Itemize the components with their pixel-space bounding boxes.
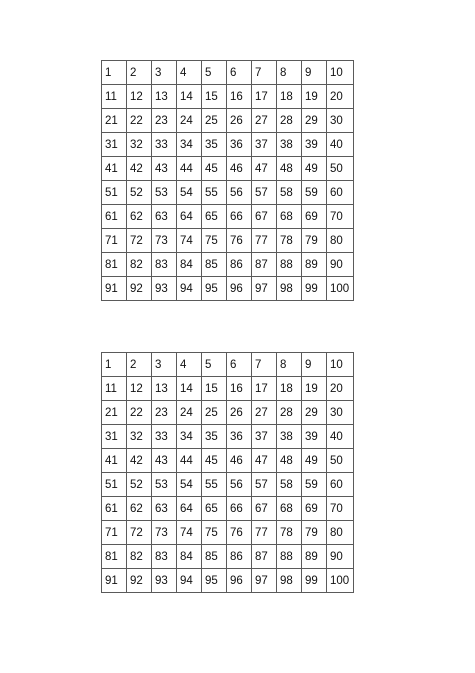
number-cell: 80 — [327, 229, 354, 253]
number-cell: 84 — [177, 253, 202, 277]
chart-row — [102, 401, 354, 425]
chart-row — [102, 181, 354, 205]
number-cell: 83 — [152, 253, 177, 277]
number-cell: 77 — [252, 521, 277, 545]
number-cell: 90 — [327, 253, 354, 277]
number-cell: 76 — [227, 229, 252, 253]
number-cell: 63 — [152, 497, 177, 521]
number-cell: 88 — [277, 545, 302, 569]
number-cell: 71 — [102, 229, 127, 253]
number-cell: 1 — [102, 353, 127, 377]
number-cell: 12 — [127, 85, 152, 109]
number-cell: 6 — [227, 353, 252, 377]
chart-row — [102, 85, 354, 109]
number-cell: 100 — [327, 569, 354, 593]
number-cell: 42 — [127, 157, 152, 181]
number-cell: 60 — [327, 473, 354, 497]
number-cell: 97 — [252, 277, 277, 301]
number-cell: 35 — [202, 425, 227, 449]
number-cell: 17 — [252, 85, 277, 109]
number-cell: 89 — [302, 545, 327, 569]
number-cell: 57 — [252, 181, 277, 205]
number-cell: 32 — [127, 425, 152, 449]
chart-row — [102, 109, 354, 133]
number-cell: 1 — [102, 61, 127, 85]
number-cell: 2 — [127, 61, 152, 85]
number-cell: 52 — [127, 473, 152, 497]
number-cell: 77 — [252, 229, 277, 253]
number-cell: 36 — [227, 133, 252, 157]
chart-row — [102, 277, 354, 301]
number-cell: 83 — [152, 545, 177, 569]
chart-row — [102, 353, 354, 377]
number-cell: 99 — [302, 277, 327, 301]
number-cell: 86 — [227, 545, 252, 569]
hundred-chart-body — [102, 353, 354, 593]
number-cell: 66 — [227, 205, 252, 229]
number-cell: 61 — [102, 497, 127, 521]
number-cell: 58 — [277, 181, 302, 205]
number-cell: 79 — [302, 229, 327, 253]
number-cell: 97 — [252, 569, 277, 593]
number-cell: 52 — [127, 181, 152, 205]
number-cell: 18 — [277, 85, 302, 109]
number-cell: 5 — [202, 353, 227, 377]
number-cell: 13 — [152, 85, 177, 109]
number-cell: 96 — [227, 277, 252, 301]
number-cell: 79 — [302, 521, 327, 545]
chart-row — [102, 521, 354, 545]
number-cell: 66 — [227, 497, 252, 521]
number-cell: 69 — [302, 205, 327, 229]
number-cell: 76 — [227, 521, 252, 545]
number-cell: 8 — [277, 61, 302, 85]
number-cell: 45 — [202, 157, 227, 181]
number-cell: 67 — [252, 497, 277, 521]
number-cell: 98 — [277, 277, 302, 301]
number-cell: 8 — [277, 353, 302, 377]
number-cell: 26 — [227, 401, 252, 425]
number-cell: 54 — [177, 473, 202, 497]
number-cell: 54 — [177, 181, 202, 205]
number-cell: 70 — [327, 497, 354, 521]
number-cell: 47 — [252, 157, 277, 181]
number-cell: 95 — [202, 569, 227, 593]
number-cell: 55 — [202, 473, 227, 497]
number-cell: 23 — [152, 109, 177, 133]
number-cell: 14 — [177, 85, 202, 109]
number-cell: 20 — [327, 377, 354, 401]
number-cell: 15 — [202, 85, 227, 109]
number-cell: 26 — [227, 109, 252, 133]
number-cell: 48 — [277, 157, 302, 181]
number-cell: 70 — [327, 205, 354, 229]
number-cell: 11 — [102, 377, 127, 401]
number-cell: 10 — [327, 61, 354, 85]
number-cell: 42 — [127, 449, 152, 473]
number-cell: 27 — [252, 401, 277, 425]
chart-row — [102, 473, 354, 497]
number-cell: 74 — [177, 521, 202, 545]
number-cell: 63 — [152, 205, 177, 229]
number-cell: 55 — [202, 181, 227, 205]
number-cell: 48 — [277, 449, 302, 473]
number-cell: 62 — [127, 497, 152, 521]
number-cell: 65 — [202, 205, 227, 229]
number-cell: 53 — [152, 181, 177, 205]
number-cell: 34 — [177, 425, 202, 449]
number-cell: 5 — [202, 61, 227, 85]
chart-row — [102, 253, 354, 277]
number-cell: 99 — [302, 569, 327, 593]
number-cell: 89 — [302, 253, 327, 277]
number-cell: 19 — [302, 85, 327, 109]
number-cell: 75 — [202, 229, 227, 253]
number-cell: 78 — [277, 521, 302, 545]
number-cell: 31 — [102, 133, 127, 157]
number-cell: 93 — [152, 277, 177, 301]
number-cell: 21 — [102, 109, 127, 133]
number-cell: 59 — [302, 473, 327, 497]
number-cell: 71 — [102, 521, 127, 545]
number-cell: 39 — [302, 425, 327, 449]
number-cell: 82 — [127, 253, 152, 277]
number-cell: 34 — [177, 133, 202, 157]
number-cell: 37 — [252, 425, 277, 449]
number-cell: 39 — [302, 133, 327, 157]
number-cell: 100 — [327, 277, 354, 301]
number-cell: 9 — [302, 353, 327, 377]
number-cell: 96 — [227, 569, 252, 593]
number-cell: 16 — [227, 377, 252, 401]
number-cell: 75 — [202, 521, 227, 545]
number-cell: 56 — [227, 473, 252, 497]
number-cell: 46 — [227, 449, 252, 473]
number-cell: 19 — [302, 377, 327, 401]
chart-row — [102, 449, 354, 473]
chart-row — [102, 569, 354, 593]
number-cell: 49 — [302, 449, 327, 473]
number-cell: 56 — [227, 181, 252, 205]
number-cell: 86 — [227, 253, 252, 277]
number-cell: 17 — [252, 377, 277, 401]
number-cell: 9 — [302, 61, 327, 85]
number-cell: 98 — [277, 569, 302, 593]
number-cell: 74 — [177, 229, 202, 253]
number-cell: 22 — [127, 401, 152, 425]
number-cell: 28 — [277, 109, 302, 133]
number-cell: 36 — [227, 425, 252, 449]
number-cell: 94 — [177, 569, 202, 593]
number-cell: 37 — [252, 133, 277, 157]
number-cell: 88 — [277, 253, 302, 277]
number-cell: 25 — [202, 401, 227, 425]
number-cell: 72 — [127, 229, 152, 253]
number-cell: 82 — [127, 545, 152, 569]
number-cell: 16 — [227, 85, 252, 109]
number-cell: 3 — [152, 353, 177, 377]
number-cell: 92 — [127, 277, 152, 301]
chart-row — [102, 205, 354, 229]
number-cell: 33 — [152, 425, 177, 449]
number-cell: 60 — [327, 181, 354, 205]
number-cell: 12 — [127, 377, 152, 401]
number-cell: 20 — [327, 85, 354, 109]
number-cell: 50 — [327, 449, 354, 473]
number-cell: 43 — [152, 449, 177, 473]
number-cell: 24 — [177, 401, 202, 425]
number-cell: 91 — [102, 569, 127, 593]
number-cell: 58 — [277, 473, 302, 497]
number-cell: 81 — [102, 545, 127, 569]
number-cell: 38 — [277, 133, 302, 157]
number-cell: 30 — [327, 401, 354, 425]
number-cell: 92 — [127, 569, 152, 593]
number-cell: 21 — [102, 401, 127, 425]
chart-row — [102, 157, 354, 181]
hundred-chart-body — [102, 61, 354, 301]
number-cell: 49 — [302, 157, 327, 181]
number-cell: 80 — [327, 521, 354, 545]
number-cell: 29 — [302, 401, 327, 425]
number-cell: 7 — [252, 353, 277, 377]
number-cell: 15 — [202, 377, 227, 401]
number-cell: 94 — [177, 277, 202, 301]
chart-row — [102, 497, 354, 521]
number-cell: 22 — [127, 109, 152, 133]
number-cell: 4 — [177, 353, 202, 377]
number-cell: 50 — [327, 157, 354, 181]
number-cell: 32 — [127, 133, 152, 157]
number-cell: 33 — [152, 133, 177, 157]
number-cell: 87 — [252, 545, 277, 569]
number-cell: 73 — [152, 521, 177, 545]
number-cell: 31 — [102, 425, 127, 449]
chart-row — [102, 425, 354, 449]
number-cell: 93 — [152, 569, 177, 593]
number-cell: 47 — [252, 449, 277, 473]
number-cell: 90 — [327, 545, 354, 569]
number-cell: 4 — [177, 61, 202, 85]
number-cell: 78 — [277, 229, 302, 253]
number-cell: 62 — [127, 205, 152, 229]
number-cell: 23 — [152, 401, 177, 425]
number-cell: 91 — [102, 277, 127, 301]
chart-row — [102, 133, 354, 157]
number-cell: 72 — [127, 521, 152, 545]
number-cell: 51 — [102, 473, 127, 497]
number-cell: 65 — [202, 497, 227, 521]
number-cell: 68 — [277, 205, 302, 229]
chart-row — [102, 545, 354, 569]
number-cell: 41 — [102, 157, 127, 181]
number-cell: 43 — [152, 157, 177, 181]
number-cell: 68 — [277, 497, 302, 521]
number-cell: 64 — [177, 205, 202, 229]
number-cell: 61 — [102, 205, 127, 229]
number-cell: 3 — [152, 61, 177, 85]
number-cell: 14 — [177, 377, 202, 401]
number-cell: 44 — [177, 449, 202, 473]
number-cell: 6 — [227, 61, 252, 85]
number-cell: 64 — [177, 497, 202, 521]
number-cell: 27 — [252, 109, 277, 133]
number-cell: 51 — [102, 181, 127, 205]
number-cell: 2 — [127, 353, 152, 377]
number-cell: 35 — [202, 133, 227, 157]
number-cell: 29 — [302, 109, 327, 133]
number-cell: 28 — [277, 401, 302, 425]
number-cell: 81 — [102, 253, 127, 277]
chart-row — [102, 229, 354, 253]
number-cell: 84 — [177, 545, 202, 569]
number-cell: 46 — [227, 157, 252, 181]
number-cell: 18 — [277, 377, 302, 401]
number-cell: 30 — [327, 109, 354, 133]
number-cell: 7 — [252, 61, 277, 85]
number-cell: 38 — [277, 425, 302, 449]
number-cell: 40 — [327, 425, 354, 449]
number-cell: 85 — [202, 253, 227, 277]
hundred-chart-bottom — [101, 352, 354, 593]
number-cell: 40 — [327, 133, 354, 157]
number-cell: 67 — [252, 205, 277, 229]
number-cell: 73 — [152, 229, 177, 253]
number-cell: 45 — [202, 449, 227, 473]
number-cell: 11 — [102, 85, 127, 109]
number-cell: 24 — [177, 109, 202, 133]
number-cell: 87 — [252, 253, 277, 277]
number-cell: 25 — [202, 109, 227, 133]
chart-row — [102, 61, 354, 85]
number-cell: 44 — [177, 157, 202, 181]
number-cell: 69 — [302, 497, 327, 521]
chart-row — [102, 377, 354, 401]
hundred-chart-top — [101, 60, 354, 301]
number-cell: 59 — [302, 181, 327, 205]
number-cell: 10 — [327, 353, 354, 377]
number-cell: 13 — [152, 377, 177, 401]
number-cell: 41 — [102, 449, 127, 473]
number-cell: 95 — [202, 277, 227, 301]
number-cell: 53 — [152, 473, 177, 497]
number-cell: 85 — [202, 545, 227, 569]
number-cell: 57 — [252, 473, 277, 497]
